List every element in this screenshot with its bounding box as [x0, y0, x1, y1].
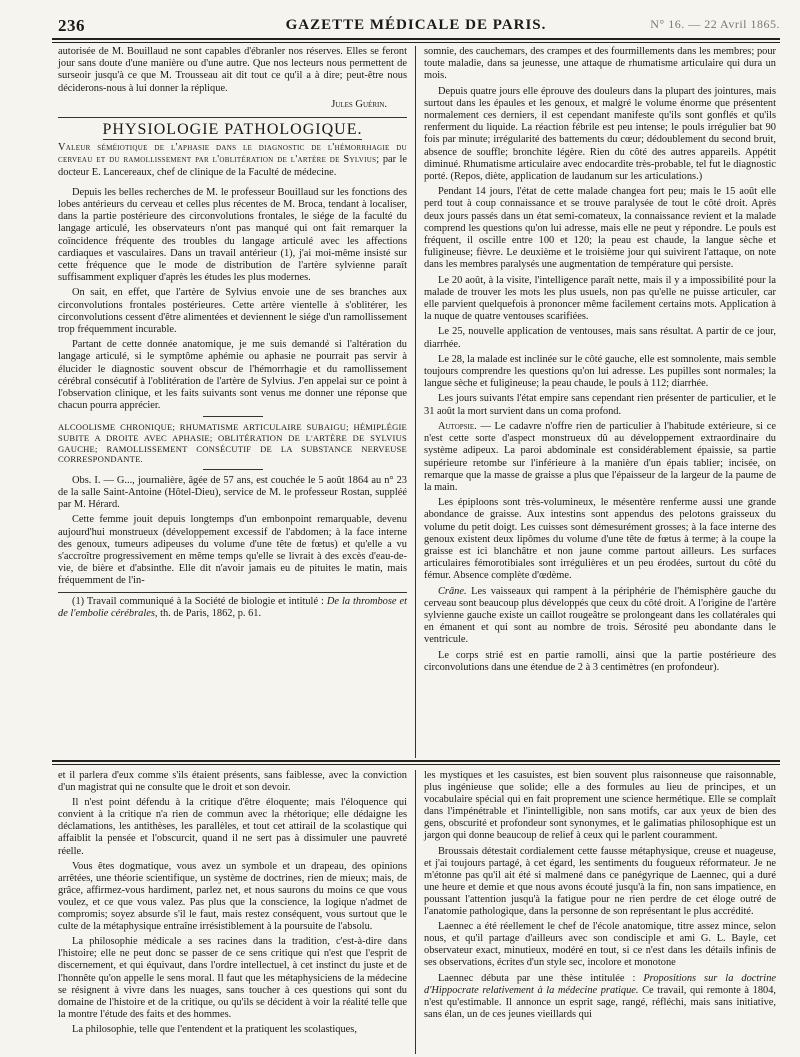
newspaper-page — [52, 14, 780, 1054]
section-rule-thick — [52, 760, 780, 762]
short-separator — [203, 416, 263, 417]
crane-paragraph — [424, 586, 776, 647]
short-separator — [203, 469, 263, 470]
article-heading-caps: Valeur séméiotique de l'aphasie dans le diagnostic de l'hémorrhagie du cerveau et du ramollissement par l'oblitération de l'artère de Sylvius; — [58, 142, 407, 166]
signature: Jules Guérin. — [331, 98, 387, 110]
autopsy-label: Autopsie. — [438, 420, 477, 432]
column-divider — [415, 46, 416, 758]
crane-label: Crâne. — [438, 585, 467, 597]
body-paragraph: les mystiques et les casuistes, est bien souvent plus raisonneuse que raisonnable, plus ingénieuse que solide; elle a des formules au lieu de principes, et un vocabulaire spécial qui en fait proprement une science hermétique. Elle se complaît dans l'impénétrable et l'inintelligible, non sans motifs, car aux yeux de bien des gens, obscurité et profondeur sont synonymes, et le galimatias philosophique est un jargon qui donne beaucoup de relief à ceux qui le parlent couramment. — [424, 770, 776, 842]
body-paragraph: Depuis quatre jours elle éprouve des douleurs dans la plupart des jointures, mais surtout dans les épaules et les genoux, et malgré le volume énorme que présentent normalement ces derniers, il est cependant manifeste qu'ils sont gonflés et qu'ils renferment du liquide. La réaction fébrile est peu intense; le pouls irrégulier bat 90 fois par minute; irrégularité des battements du cœur; dédoublement du second bruit, absence de souffle; bronchite légère. Rien du côté des autres appareils. Appétit diminué. Rhumatisme articulaire avec endocardite très-probable, tel fut le diagnostic porté. (Repos, diète, application de laudanum sur les articulations.) — [424, 85, 776, 183]
top-left-column — [58, 46, 407, 623]
footnote — [58, 596, 407, 620]
body-paragraph: La philosophie médicale a ses racines dans la tradition, c'est-à-dire dans l'histoire; elle ne peut donc se passer de ce sens critique qui n'est que l'esprit de discernement, et qui équivaut, dans l'ordre intellectuel, à cet instinct du juste et de l'honnête qu'on appelle le sens moral. Il faut que les métaphysiciens de la médecine se résignent à vivre dans les nuages, sans toucher à ces questions qui sont du domaine de l'histoire et de la critique, ou qu'ils se décident à voir la réalité telle que la montre l'étude des faits et des hommes. — [58, 936, 407, 1020]
top-section — [52, 46, 780, 758]
crane-text: Les vaisseaux qui rampent à la périphérie de l'hémisphère gauche du cerveau sont beaucoup plus développés que ceux du côté droit. A l'origine de l'artère sylvienne gauche existe un caillot rougeâtre se prolongeant dans les collatérales qui en émanent et qui sont au nombre de trois. Sérosité peu abondante dans le ventricule. — [424, 585, 776, 646]
body-paragraph: Pendant 14 jours, l'état de cette malade changea fort peu; mais le 15 août elle perd tout à coup connaissance et se trouve paralysée de tout le côté droit. Après deux jours passés dans un état semi-comateux, la connaissance revient et la malade comprend les questions qu'on lui adresse, mais elle ne peut y répondre. Le pouls est fréquent, il oscille entre 100 et 120; la peau est chaude, la langue sèche et fuligineuse; fièvre. Le deuxième et le troisième jour qui suivirent l'attaque, on note dans les membres paralysés une augmentation de température qui persiste. — [424, 186, 776, 271]
section-title-text: PHYSIOLOGIE PATHOLOGIQUE. — [102, 121, 363, 139]
body-paragraph: Le 28, la malade est inclinée sur le côté gauche, elle est somnolente, mais semble toujours comprendre les questions qu'on lui adresse. Les pupilles sont normales; la langue sèche et fuligineuse; la peau chaude, le pouls à 112; diarrhée. — [424, 353, 776, 390]
article-heading — [58, 142, 407, 179]
header-rule-thick — [52, 38, 780, 40]
autopsy-paragraph — [424, 421, 776, 494]
top-right-column — [424, 46, 776, 677]
observation-paragraph: Obs. I. — G..., journalière, âgée de 57 ans, est couchée le 5 août 1864 au n° 23 de la salle Saint-Antoine (Hôtel-Dieu), service de M. le professeur Rostan, suppléé par M. Hérard. — [58, 474, 407, 511]
bottom-right-column — [424, 770, 776, 1024]
section-title — [58, 121, 407, 139]
body-paragraph — [424, 973, 776, 1021]
bottom-left-column — [58, 770, 407, 1039]
intro-paragraph: autorisée de M. Bouillaud ne sont capables d'ébranler nos réserves. Elles se feront jour sans doute d'une manière ou d'une autre. Que nos lecteurs nous permettent de surseoir jusqu'à ce que M. Trousseau ait dit tout ce qu'il a à dire; peut-être nous déciderons-nous à lui donner la réplique. — [58, 46, 407, 94]
page-header — [52, 14, 780, 36]
body-paragraph: Le corps strié est en partie ramolli, ainsi que la partie postérieure des circonvolutions dans une étendue de 2 à 3 centimètres (en profondeur). — [424, 649, 776, 673]
body-paragraph: Vous êtes dogmatique, vous avez un symbole et un drapeau, des opinions arrêtées, une théorie scientifique, un système de doctrines, rien de mieux; mais, de grâce, affirmez-vous hardiment, parlez net, et nous saurons du moins ce que vous voulez, et ce que vous valez. Pas plus que la conscience, la logique n'admet de compromis; soyez absurde s'il le faut, mais restez conséquent, vous surtout que le culte de la métaphysique entraîne irrésistiblement à la poursuite de l'absolu. — [58, 860, 407, 933]
bottom-section — [52, 770, 780, 1054]
body-paragraph: La philosophie, telle que l'entendent et la pratiquent les scolastiques, — [72, 1023, 357, 1035]
body-paragraph: Le 25, nouvelle application de ventouses, mais sans résultat. A partir de ce jour, diarrhée. — [424, 326, 776, 350]
observation-paragraph: Cette femme jouit depuis longtemps d'un embonpoint remarquable, devenu aujourd'hui monstrueux (développement excessif de l'abdomen; à la face interne des genoux, tumeurs adipeuses du volume d'une tête de fœtus) et qu'elle a vu s'accroître progressivement en même temps qu'elle se livrait à des excès d'eau-de-vie, de bière et d'absinthe. Elle dit n'avoir jamais eu de pituites le matin, mais fréquemment de l'in- — [58, 514, 407, 587]
body-paragraph: Le 20 août, à la visite, l'intelligence paraît nette, mais il y a impossibilité pour la malade de trouver les mots les plus usuels, non pas qu'elle ne puisse articuler, car elle parvient quelquefois à prononcer même facilement certains mots. Application à la nuque de quatre ventouses scarifiées. — [424, 274, 776, 323]
thesis-title: Propositions sur la doctrine d'Hippocrate relativement à la médecine pratique. — [424, 972, 776, 996]
separator-rule — [58, 117, 407, 118]
page-number: 236 — [58, 16, 85, 35]
body-paragraph: On sait, en effet, que l'artère de Sylvius envoie une de ses branches aux circonvolutions frontales postérieures. Cette artère vientelle à s'oblitérer, les circonvolutions cessent d'être alimentées et deviennent le siége d'un ramollissement trop fréquemment incurable. — [58, 287, 407, 336]
case-summary: ALCOOLISME CHRONIQUE; RHUMATISME ARTICULAIRE SUBAIGU; HÉMIPLÉGIE SUBITE A DROITE AVEC APHASIE; OBLITÉRATION DE L'ARTÈRE DE SYLVIUS GAUCHE; RAMOLLISSEMENT CONSÉCUTIF DE LA SUBSTANCE NERVEUSE CORRESPONDANTE. — [58, 422, 407, 465]
journal-title: GAZETTE MÉDICALE DE PARIS. — [285, 17, 547, 33]
body-paragraph: et il parlera d'eux comme s'ils étaient présents, sans faiblesse, avec la conviction d'un magistrat qui ne consulte que le droit et son devoir. — [58, 770, 407, 794]
body-paragraph: somnie, des cauchemars, des crampes et des fourmillements dans les membres; pour toute maladie, dans sa jeunesse, une attaque de rhumatisme articulaire qui dura un mois. — [424, 46, 776, 82]
issue-info: N° 16. — 22 Avril 1865. — [650, 17, 780, 31]
body-paragraph: Il n'est point défendu à la critique d'être éloquente; mais l'éloquence qui convient à la critique n'a rien de commun avec la rhétorique; elle dédaigne les déclamations, les antithèses, les parallèles, et tout cet attirail de la scolastique qui affaiblit la pensée et l'obscurcit, quand il ne sert pas à dissimuler une pauvreté réelle. — [58, 797, 407, 857]
column-divider — [415, 770, 416, 1054]
footnote-tail: th. de Paris, 1862, p. 61. — [157, 607, 262, 619]
body-paragraph: Partant de cette donnée anatomique, je me suis demandé si l'altération du langage articulé, si le symptôme aphémie ou aphasie ne pourrait pas servir à élucider le diagnostic souvent obscur de l'hémorrhagie et du ramollissement cérébral consécutif à l'oblitération de l'artère de Sylvius. J'en appelai sur ce point à l'observation clinique, et les faits suivants sont venus me donner une réponse que chacun pourra apprécier. — [58, 339, 407, 412]
body-paragraph: Les épiploons sont très-volumineux, le mésentère renferme aussi une grande abondance de graisse. Aux intestins sont appendus des pelotons graisseux du volume du petit doigt. Les cuisses sont démesurément grosses; à la face interne des genoux existent deux lipômes du volume d'une tête de fœtus à terme; à la coupe la graisse est ici blanchâtre et non jaune comme partout ailleurs. Les surfaces articulaires fémorotibiales sont irrégulières et un peu érodées, surtout du côté du fémur. Absence complète d'œdème. — [424, 497, 776, 582]
header-rule-thin — [52, 42, 780, 43]
section-rule-thin — [52, 764, 780, 765]
thesis-intro: Laennec débuta par une thèse intitulée : — [438, 972, 644, 984]
body-paragraph: Broussais détestait cordialement cette fausse métaphysique, creuse et nuageuse, et j'ai toujours partagé, à cet égard, les sentiments du fougueux réformateur. Je ne m'étonne pas qu'il ait été si malmené dans ce panégyrique de Laennec, qui a duré une heure et demie et que nous avons écouté jusqu'à la fin, non sans impatience, en poussant l'attention jusqu'à la fatigue pour ne rien perdre de cet éloge outré de l'anatomie pathologique, dans la personne de son représentant le plus accrédité. — [424, 845, 776, 918]
body-paragraph: Laennec a été réellement le chef de l'école anatomique, titre assez mince, selon nous, et qu'il partage d'ailleurs avec son condisciple et ami G. L. Bayle, cet observateur exact, minutieux, modéré en tout, si ce n'est dans les détails infinis de ses observations, écrites d'un style sec, incolore et monotone — [424, 921, 776, 969]
body-paragraph: Depuis les belles recherches de M. le professeur Bouillaud sur les fonctions des lobes antérieurs du cerveau et celles plus récentes de M. Broca, tendant à localiser, dans la partie postérieure des circonvolutions frontales, le siége de la faculté du langage articulé, les observateurs n'ont pas manqué qui ont fait remarquer la coïncidence fréquente des troubles du langage articulé avec les affections cardiaques et vasculaires. Dans un travail antérieur (1), j'ai moi-même insisté sur cette fréquence que le mode de distribution de l'artère sylvienne paraît suffisamment expliquer d'après les études les plus modernes. — [58, 186, 407, 284]
footnote-text: (1) Travail communiqué à la Société de biologie et intitulé : — [72, 595, 327, 607]
footnote-title: De la thrombose et de l'embolie cérébrales, — [58, 595, 407, 619]
autopsy-text: — Le cadavre n'offre rien de particulier à l'habitude extérieure, si ce n'est cette sorte d'aspect monstrueux dû au développement extraordinaire du système adipeux. La paroi abdominale est considérablement épaissie, sa partie supérieure retombe sur l'inférieure à la manière d'un épais tablier; incisée, on remarque que la masse de graisse a plus que l'épaisseur de la largeur de la paume de la main. — [424, 420, 776, 493]
article-heading-author: par le docteur E. Lancereaux, chef de clinique de la Faculté de médecine. — [58, 154, 407, 178]
footnote-rule — [58, 592, 407, 593]
body-paragraph: Les jours suivants l'état empire sans cependant rien présenter de particulier, et le 31 août la mort survient dans un coma profond. — [424, 393, 776, 417]
thesis-tail: Ce travail, qui remonte à 1804, n'est qu'estimable. Il annonce un esprit sage, rangé, réfléchi, mais sans initiative, sans élan, un de ces jeunes vieillards qui — [424, 984, 776, 1020]
